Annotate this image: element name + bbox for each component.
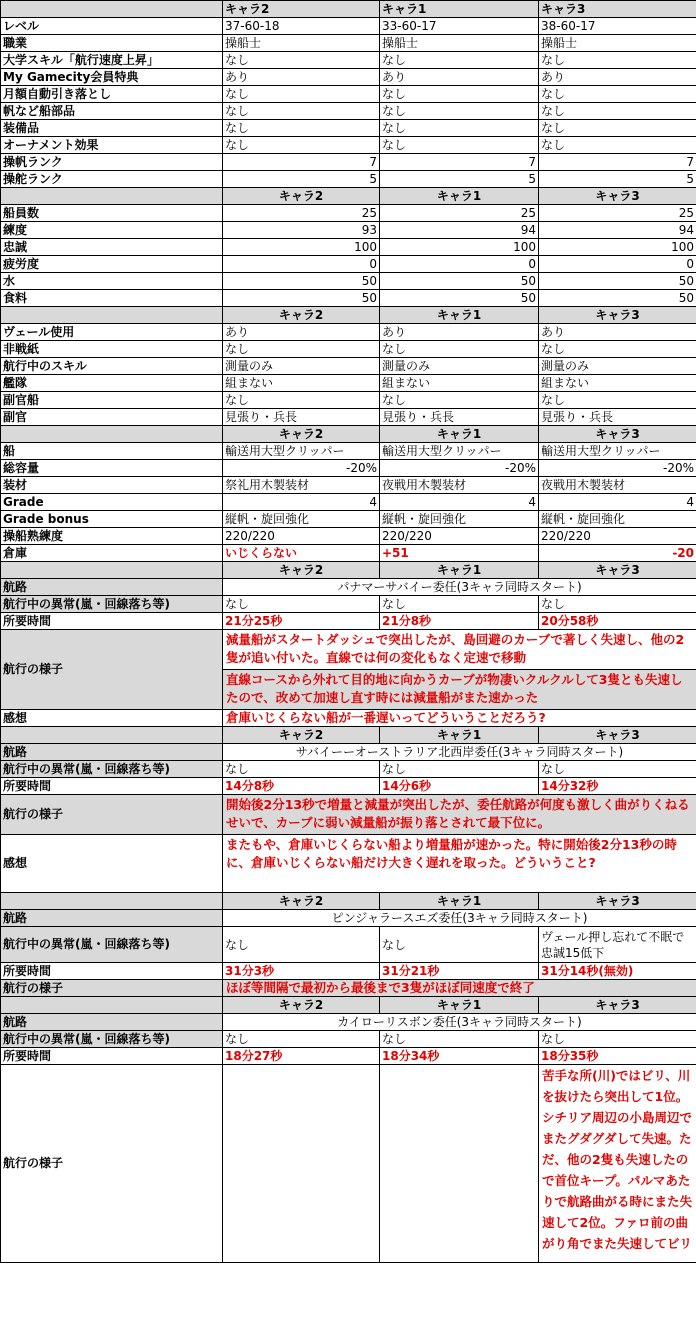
state-note[interactable]: ほぼ等間隔で最初から最後まで3隻がほぼ同速度で終了	[223, 980, 696, 997]
table-row	[1, 137, 696, 154]
value-cell[interactable]: 7	[380, 154, 539, 171]
value-cell[interactable]: 操船士	[539, 35, 696, 52]
value-cell[interactable]: -20%	[380, 460, 539, 477]
value-cell[interactable]: 測量のみ	[539, 358, 696, 375]
character-header[interactable]: キャラ1	[380, 562, 539, 579]
row-label[interactable]: 大学スキル「航行速度上昇」	[1, 52, 223, 69]
row-label[interactable]: 操舵ランク	[1, 171, 223, 188]
table-row	[1, 528, 696, 545]
header-blank-cell[interactable]	[1, 997, 223, 1014]
character-header[interactable]: キャラ3	[539, 727, 696, 744]
time-label[interactable]: 所要時間	[1, 1048, 223, 1065]
character-header[interactable]: キャラ1	[380, 307, 539, 324]
state-label[interactable]: 航行の様子	[1, 630, 223, 710]
abnormal-label[interactable]: 航行中の異常(嵐・回線落ち等)	[1, 1031, 223, 1048]
table-row	[1, 52, 696, 69]
table-row	[1, 120, 696, 137]
row-label[interactable]: Grade bonus	[1, 511, 223, 528]
character-header[interactable]: キャラ3	[539, 893, 696, 910]
table-row	[1, 630, 696, 670]
value-cell[interactable]: なし	[380, 103, 539, 120]
value-cell[interactable]: 夜戦用木製装材	[539, 477, 696, 494]
table-row	[1, 154, 696, 171]
state-note[interactable]: 減量船がスタートダッシュで突出したが、島回避のカーブで著しく失速し、他の2隻が追い付いた。直線では何の変化もなく定速で移動	[223, 630, 696, 670]
character-header[interactable]: キャラ2	[223, 727, 380, 744]
row-label[interactable]: 練度	[1, 222, 223, 239]
value-cell[interactable]: 見張り・兵長	[223, 409, 380, 426]
route-value[interactable]: パナマーサバイー委任(3キャラ同時スタート)	[223, 579, 696, 596]
table-row	[1, 307, 696, 324]
value-cell[interactable]: 5	[223, 171, 380, 188]
table-row	[1, 171, 696, 188]
row-label[interactable]: 副官	[1, 409, 223, 426]
value-cell[interactable]: 38-60-17	[539, 18, 696, 35]
value-cell[interactable]: 0	[380, 256, 539, 273]
abnormal-label[interactable]: 航行中の異常(嵐・回線落ち等)	[1, 927, 223, 963]
value-cell[interactable]: 見張り・兵長	[380, 409, 539, 426]
value-cell[interactable]: あり	[223, 69, 380, 86]
table-row	[1, 910, 696, 927]
route-label[interactable]: 航路	[1, 744, 223, 761]
table-row	[1, 927, 696, 963]
value-cell[interactable]: なし	[380, 52, 539, 69]
value-cell[interactable]: 50	[380, 273, 539, 290]
row-label[interactable]: 水	[1, 273, 223, 290]
value-cell[interactable]: なし	[223, 52, 380, 69]
header-blank-cell[interactable]	[1, 188, 223, 205]
value-cell[interactable]: 220/220	[539, 528, 696, 545]
value-cell[interactable]: 4	[539, 494, 696, 511]
table-row	[1, 795, 696, 835]
character-header[interactable]: キャラ1	[380, 997, 539, 1014]
value-cell[interactable]: なし	[380, 392, 539, 409]
value-cell[interactable]: 操船士	[223, 35, 380, 52]
character-header[interactable]: キャラ1	[380, 188, 539, 205]
value-cell[interactable]: 100	[539, 239, 696, 256]
table-row	[1, 341, 696, 358]
value-cell[interactable]: なし	[223, 392, 380, 409]
value-cell[interactable]: なし	[380, 137, 539, 154]
value-cell[interactable]: なし	[539, 103, 696, 120]
table-row	[1, 426, 696, 443]
table-row	[1, 18, 696, 35]
table-row	[1, 1, 696, 18]
value-cell[interactable]: 測量のみ	[380, 358, 539, 375]
value-cell[interactable]: 見張り・兵長	[539, 409, 696, 426]
value-cell[interactable]: 祭礼用木製装材	[223, 477, 380, 494]
value-cell[interactable]: 25	[380, 205, 539, 222]
table-row	[1, 980, 696, 997]
row-label[interactable]: 装材	[1, 477, 223, 494]
row-label[interactable]: 艦隊	[1, 375, 223, 392]
table-row	[1, 893, 696, 910]
table-row	[1, 545, 696, 562]
state-label[interactable]: 航行の様子	[1, 980, 223, 997]
character-header[interactable]: キャラ1	[380, 727, 539, 744]
value-cell[interactable]: 縦帆・旋回強化	[380, 511, 539, 528]
table-row	[1, 239, 696, 256]
value-cell[interactable]: 37-60-18	[223, 18, 380, 35]
value-cell[interactable]: 輸送用大型クリッパー	[539, 443, 696, 460]
time-value[interactable]: 31分14秒(無効)	[539, 963, 696, 980]
row-label[interactable]: 倉庫	[1, 545, 223, 562]
header-blank-cell[interactable]	[1, 562, 223, 579]
character-header[interactable]: キャラ3	[539, 997, 696, 1014]
abnormal-value[interactable]: なし	[223, 761, 380, 778]
table-row	[1, 562, 696, 579]
row-label[interactable]: 食料	[1, 290, 223, 307]
value-cell[interactable]: 100	[380, 239, 539, 256]
value-cell[interactable]: -20%	[223, 460, 380, 477]
route-value[interactable]: ピンジャラースエズ委任(3キャラ同時スタート)	[223, 910, 696, 927]
abnormal-value[interactable]: なし	[223, 596, 380, 613]
table-row	[1, 744, 696, 761]
value-cell[interactable]: あり	[380, 69, 539, 86]
value-cell[interactable]: 組まない	[539, 375, 696, 392]
state-note[interactable]: 開始後2分13秒で増量と減量が突出したが、委任航路が何度も激しく曲がりくねるせいで、カーブに弱い減量船が振り落とされて最下位に。	[223, 795, 696, 835]
value-cell[interactable]: いじくらない	[223, 545, 380, 562]
value-cell[interactable]: あり	[223, 324, 380, 341]
route-label[interactable]: 航路	[1, 1014, 223, 1031]
empty-cell[interactable]	[380, 1065, 539, 1263]
time-value[interactable]: 14分8秒	[223, 778, 380, 795]
character-header[interactable]: キャラ1	[380, 426, 539, 443]
header-blank-cell[interactable]	[1, 426, 223, 443]
value-cell[interactable]: 220/220	[223, 528, 380, 545]
character-header[interactable]: キャラ3	[539, 1, 696, 18]
table-row	[1, 222, 696, 239]
value-cell[interactable]: 94	[380, 222, 539, 239]
character-header[interactable]: キャラ2	[223, 188, 380, 205]
character-header[interactable]: キャラ3	[539, 307, 696, 324]
impression-label[interactable]: 感想	[1, 710, 223, 727]
row-label[interactable]: オーナメント効果	[1, 137, 223, 154]
time-value[interactable]: 31分21秒	[380, 963, 539, 980]
value-cell[interactable]: なし	[539, 392, 696, 409]
route-label[interactable]: 航路	[1, 579, 223, 596]
value-cell[interactable]: -20%	[539, 460, 696, 477]
value-cell[interactable]: 0	[223, 256, 380, 273]
impression-note[interactable]: またもや、倉庫いじくらない船より増量船が速かった。特に開始後2分13秒の時に、倉庫いじくらない船だけ大きく遅れを取った。どういうこと?	[223, 835, 696, 893]
value-cell[interactable]: 220/220	[380, 528, 539, 545]
abnormal-value[interactable]: なし	[539, 761, 696, 778]
value-cell[interactable]: 5	[380, 171, 539, 188]
table-row	[1, 290, 696, 307]
header-blank-cell[interactable]	[1, 1, 223, 18]
abnormal-value[interactable]: なし	[380, 761, 539, 778]
table-row	[1, 761, 696, 778]
table-row	[1, 392, 696, 409]
value-cell[interactable]: 縦帆・旋回強化	[223, 511, 380, 528]
table-row	[1, 778, 696, 795]
row-label[interactable]: 装備品	[1, 120, 223, 137]
route-value[interactable]: カイローリスボン委任(3キャラ同時スタート)	[223, 1014, 696, 1031]
character-header[interactable]: キャラ2	[223, 893, 380, 910]
table-row	[1, 477, 696, 494]
table-row	[1, 1048, 696, 1065]
value-cell[interactable]: なし	[223, 137, 380, 154]
value-cell[interactable]: +51	[380, 545, 539, 562]
abnormal-value[interactable]: なし	[539, 1031, 696, 1048]
value-cell[interactable]: なし	[380, 120, 539, 137]
row-label[interactable]: 忠誠	[1, 239, 223, 256]
table-row	[1, 1065, 696, 1263]
row-label[interactable]: 疲労度	[1, 256, 223, 273]
value-cell[interactable]: 100	[223, 239, 380, 256]
time-value[interactable]: 18分34秒	[380, 1048, 539, 1065]
abnormal-value[interactable]: なし	[380, 927, 539, 963]
row-label[interactable]: 船員数	[1, 205, 223, 222]
value-cell[interactable]: 輸送用大型クリッパー	[223, 443, 380, 460]
value-cell[interactable]: 33-60-17	[380, 18, 539, 35]
value-cell[interactable]: 4	[380, 494, 539, 511]
header-blank-cell[interactable]	[1, 727, 223, 744]
value-cell[interactable]: 夜戦用木製装材	[380, 477, 539, 494]
value-cell[interactable]: あり	[380, 324, 539, 341]
abnormal-value[interactable]: なし	[539, 596, 696, 613]
abnormal-value[interactable]: なし	[380, 596, 539, 613]
table-row	[1, 358, 696, 375]
header-blank-cell[interactable]	[1, 893, 223, 910]
route-label[interactable]: 航路	[1, 910, 223, 927]
value-cell[interactable]: 7	[223, 154, 380, 171]
time-value[interactable]: 18分27秒	[223, 1048, 380, 1065]
table-row	[1, 103, 696, 120]
value-cell[interactable]: 50	[223, 273, 380, 290]
row-label[interactable]: 非戦紙	[1, 341, 223, 358]
value-cell[interactable]: 組まない	[223, 375, 380, 392]
value-cell[interactable]: なし	[539, 137, 696, 154]
character-header[interactable]: キャラ2	[223, 997, 380, 1014]
value-cell[interactable]: なし	[223, 341, 380, 358]
table-row	[1, 727, 696, 744]
time-label[interactable]: 所要時間	[1, 613, 223, 630]
table-row	[1, 409, 696, 426]
table-row	[1, 963, 696, 980]
row-label[interactable]: 船	[1, 443, 223, 460]
value-cell[interactable]: -20	[539, 545, 696, 562]
value-cell[interactable]: 50	[223, 290, 380, 307]
state-note[interactable]: 直線コースから外れて目的地に向かうカーブが物凄いクルクルして3隻とも失速したので、改めて加速し直す時には減量船がまた速かった	[223, 670, 696, 710]
row-label[interactable]: 職業	[1, 35, 223, 52]
row-label[interactable]: 操帆ランク	[1, 154, 223, 171]
row-label[interactable]: Grade	[1, 494, 223, 511]
character-header[interactable]: キャラ2	[223, 426, 380, 443]
row-label[interactable]: 操船熟練度	[1, 528, 223, 545]
character-header[interactable]: キャラ1	[380, 1, 539, 18]
table-row	[1, 494, 696, 511]
header-blank-cell[interactable]	[1, 307, 223, 324]
row-label[interactable]: My Gamecity会員特典	[1, 69, 223, 86]
table-row	[1, 188, 696, 205]
row-label[interactable]: ヴェール使用	[1, 324, 223, 341]
value-cell[interactable]: 縦帆・旋回強化	[539, 511, 696, 528]
state-label[interactable]: 航行の様子	[1, 795, 223, 835]
value-cell[interactable]: なし	[380, 86, 539, 103]
value-cell[interactable]: 4	[223, 494, 380, 511]
value-cell[interactable]: 93	[223, 222, 380, 239]
route-value[interactable]: サバイーーオーストラリア北西岸委任(3キャラ同時スタート)	[223, 744, 696, 761]
row-label[interactable]: 航行中のスキル	[1, 358, 223, 375]
impression-label[interactable]: 感想	[1, 835, 223, 893]
value-cell[interactable]: なし	[539, 120, 696, 137]
value-cell[interactable]: 50	[539, 273, 696, 290]
table-row	[1, 35, 696, 52]
value-cell[interactable]: 7	[539, 154, 696, 171]
time-value[interactable]: 14分32秒	[539, 778, 696, 795]
character-header[interactable]: キャラ1	[380, 893, 539, 910]
state-note[interactable]: 苦手な所(川)ではビリ、川を抜けたら突出して1位。シチリア周辺の小島周辺でまたグダグダして失速。ただ、他の2隻も失速したので首位キープ。パルマあたりで航路曲がる時にまた失速して2位。ファロ前の曲がり角でまた失速してビリ	[539, 1065, 696, 1263]
time-value[interactable]: 20分58秒	[539, 613, 696, 630]
empty-cell[interactable]	[223, 1065, 380, 1263]
character-header[interactable]: キャラ2	[223, 562, 380, 579]
value-cell[interactable]: あり	[539, 324, 696, 341]
time-label[interactable]: 所要時間	[1, 778, 223, 795]
abnormal-value[interactable]: なし	[223, 927, 380, 963]
row-label[interactable]: 総容量	[1, 460, 223, 477]
abnormal-label[interactable]: 航行中の異常(嵐・回線落ち等)	[1, 596, 223, 613]
character-header[interactable]: キャラ3	[539, 562, 696, 579]
value-cell[interactable]: なし	[539, 86, 696, 103]
table-row	[1, 511, 696, 528]
value-cell[interactable]: なし	[539, 52, 696, 69]
value-cell[interactable]: なし	[223, 86, 380, 103]
row-label[interactable]: 帆など船部品	[1, 103, 223, 120]
value-cell[interactable]: 50	[380, 290, 539, 307]
abnormal-label[interactable]: 航行中の異常(嵐・回線落ち等)	[1, 761, 223, 778]
value-cell[interactable]: 50	[539, 290, 696, 307]
value-cell[interactable]: 94	[539, 222, 696, 239]
table-row	[1, 596, 696, 613]
sheet-body	[1, 1, 696, 1263]
time-value[interactable]: 31分3秒	[223, 963, 380, 980]
character-header[interactable]: キャラ3	[539, 188, 696, 205]
table-row	[1, 460, 696, 477]
table-row	[1, 69, 696, 86]
time-value[interactable]: 18分35秒	[539, 1048, 696, 1065]
value-cell[interactable]: 5	[539, 171, 696, 188]
value-cell[interactable]: なし	[539, 341, 696, 358]
state-label[interactable]: 航行の様子	[1, 1065, 223, 1263]
value-cell[interactable]: 組まない	[380, 375, 539, 392]
value-cell[interactable]: なし	[223, 120, 380, 137]
table-row	[1, 613, 696, 630]
table-row	[1, 86, 696, 103]
row-label[interactable]: 副官船	[1, 392, 223, 409]
value-cell[interactable]: なし	[223, 103, 380, 120]
abnormal-value[interactable]: なし	[223, 1031, 380, 1048]
value-cell[interactable]: あり	[539, 69, 696, 86]
table-row	[1, 1031, 696, 1048]
table-row	[1, 256, 696, 273]
character-header[interactable]: キャラ3	[539, 426, 696, 443]
value-cell[interactable]: 25	[223, 205, 380, 222]
table-row	[1, 835, 696, 893]
table-row	[1, 710, 696, 727]
abnormal-value[interactable]: なし	[380, 1031, 539, 1048]
table-row	[1, 1014, 696, 1031]
abnormal-value[interactable]: ヴェール押し忘れて不眠で忠誠15低下	[539, 927, 696, 963]
row-label[interactable]: 月額自動引き落とし	[1, 86, 223, 103]
value-cell[interactable]: なし	[380, 341, 539, 358]
value-cell[interactable]: 輸送用大型クリッパー	[380, 443, 539, 460]
value-cell[interactable]: 操船士	[380, 35, 539, 52]
table-row	[1, 443, 696, 460]
time-value[interactable]: 21分25秒	[223, 613, 380, 630]
value-cell[interactable]: 測量のみ	[223, 358, 380, 375]
time-value[interactable]: 14分6秒	[380, 778, 539, 795]
value-cell[interactable]: 0	[539, 256, 696, 273]
table-row	[1, 375, 696, 392]
character-header[interactable]: キャラ2	[223, 1, 380, 18]
impression-note[interactable]: 倉庫いじくらない船が一番遅いってどういうことだろう?	[223, 710, 696, 727]
value-cell[interactable]: 25	[539, 205, 696, 222]
time-label[interactable]: 所要時間	[1, 963, 223, 980]
table-row	[1, 205, 696, 222]
table-row	[1, 324, 696, 341]
table-row	[1, 997, 696, 1014]
table-row	[1, 273, 696, 290]
row-label[interactable]: レベル	[1, 18, 223, 35]
character-header[interactable]: キャラ2	[223, 307, 380, 324]
time-value[interactable]: 21分8秒	[380, 613, 539, 630]
table-row	[1, 579, 696, 596]
